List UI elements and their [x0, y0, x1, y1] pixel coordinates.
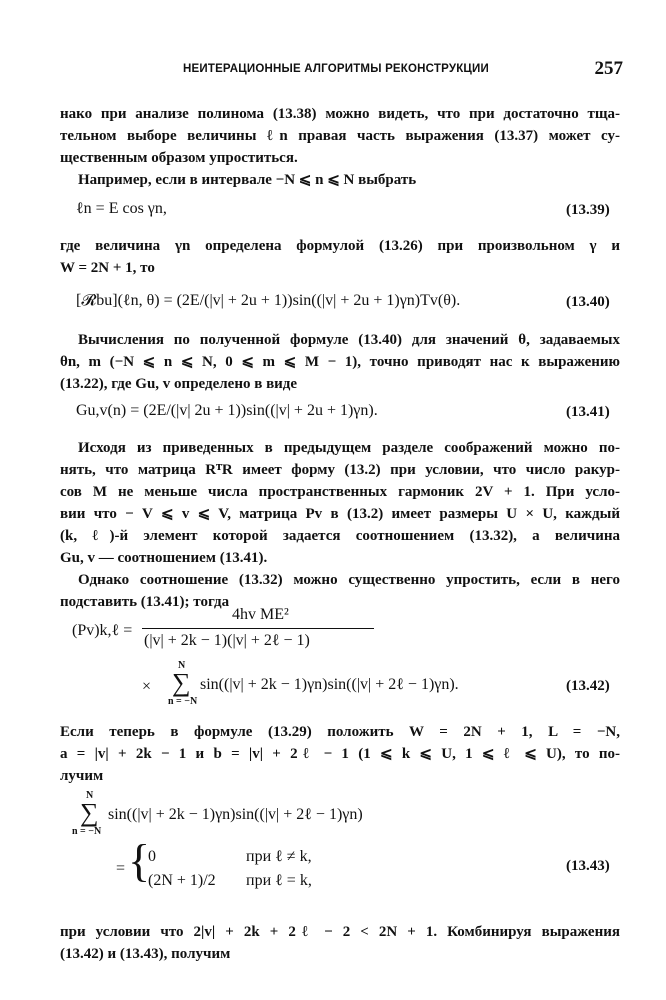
text-line: (13.42) и (13.43), получим [60, 946, 231, 962]
equation-number: (13.39) [566, 202, 610, 218]
case-condition: при ℓ ≠ k, [246, 848, 312, 865]
equation-lhs: (Pv)k,ℓ = [72, 622, 133, 639]
text-line: подставить (13.41); тогда [60, 594, 230, 610]
case-value: 0 [148, 848, 156, 865]
text-line: где величина γn определена формулой (13.26) при произвольном γ и [60, 238, 620, 254]
text-line: тельном выборе величины ℓn правая часть выражения (13.37) может су- [60, 128, 620, 144]
page-number: 257 [594, 58, 623, 79]
equation-13-39: ℓn = E cos γn, [76, 200, 167, 217]
running-title: НЕИТЕРАЦИОННЫЕ АЛГОРИТМЫ РЕКОНСТРУКЦИИ [183, 63, 489, 75]
equation-13-41: Gu,v(n) = (2E/(|v| 2u + 1))sin((|v| + 2u + 1)γn). [76, 402, 378, 419]
sum-lower-limit: n = −N [168, 696, 198, 707]
text-line: вии что − V ⩽ v ⩽ V, матрица Pv в (13.2) имеет размеры U × U, каждый [60, 506, 620, 522]
text-line: нако при анализе полинома (13.38) можно видеть, что при достаточно тща- [60, 106, 620, 122]
text-line: Исходя из приведенных в предыдущем разделе соображений можно по- [78, 440, 620, 456]
text-line: Например, если в интервале −N ⩽ n ⩽ N выбрать [78, 172, 417, 188]
sum-body: sin((|v| + 2k − 1)γn)sin((|v| + 2ℓ − 1)γn). [200, 676, 459, 693]
page-header [183, 58, 623, 82]
text-line: Если теперь в формуле (13.29) положить W = 2N + 1, L = −N, [60, 724, 620, 740]
text-line: (k, ℓ)-й элемент которой задается соотношением (13.32), а величина [60, 528, 620, 544]
equation-13-40: [𝓡bu](ℓn, θ) = (2E/(|v| + 2u + 1))sin((|v| + 2u + 1)γn)Tv(θ). [76, 292, 461, 309]
cases-brace: { [128, 835, 151, 886]
sum-symbol: ∑ [80, 798, 99, 827]
text-line: при условии что 2|v| + 2k + 2ℓ − 2 < 2N + 1. Комбинируя выражения [60, 924, 620, 940]
text-line: (13.22), где Gu, v определено в виде [60, 376, 298, 392]
text-line: W = 2N + 1, то [60, 260, 155, 276]
sum-body: sin((|v| + 2k − 1)γn)sin((|v| + 2ℓ − 1)γn) [108, 806, 363, 823]
sum-upper-limit: N [178, 660, 186, 671]
text-line: a = |v| + 2k − 1 и b = |v| + 2ℓ − 1 (1 ⩽ k ⩽ U, 1 ⩽ ℓ ⩽ U), то по- [60, 746, 620, 762]
fraction-numerator: 4hv ME² [232, 606, 289, 623]
equation-number: (13.40) [566, 294, 610, 310]
text-line: лучим [60, 768, 104, 784]
fraction-denominator: (|v| + 2k − 1)(|v| + 2ℓ − 1) [144, 632, 310, 649]
text-line: нять, что матрица RᵀR имеет форму (13.2) при условии, что число ракур- [60, 462, 620, 478]
case-value: (2N + 1)/2 [148, 872, 216, 889]
equation-number: (13.42) [566, 678, 610, 694]
fraction-bar [142, 628, 374, 629]
sum-upper-limit: N [86, 790, 94, 801]
case-condition: при ℓ = k, [246, 872, 312, 889]
times-sign: × [142, 678, 152, 695]
text-line: Gu, v — соотношением (13.41). [60, 550, 268, 566]
text-line: Вычисления по полученной формуле (13.40) для значений θ, задаваемых [78, 332, 620, 348]
sum-symbol: ∑ [172, 668, 191, 697]
sum-lower-limit: n = −N [72, 826, 102, 837]
equation-number: (13.43) [566, 858, 610, 874]
equation-number: (13.41) [566, 404, 610, 420]
equals-sign: = [116, 860, 126, 877]
text-line: θn, m (−N ⩽ n ⩽ N, 0 ⩽ m ⩽ M − 1), точно приводят нас к выражению [60, 354, 620, 370]
text-line: Однако соотношение (13.32) можно существенно упростить, если в него [78, 572, 620, 588]
text-line: щественным образом упроститься. [60, 150, 298, 166]
text-line: сов M не меньше числа пространственных гармоник 2V + 1. При усло- [60, 484, 620, 500]
